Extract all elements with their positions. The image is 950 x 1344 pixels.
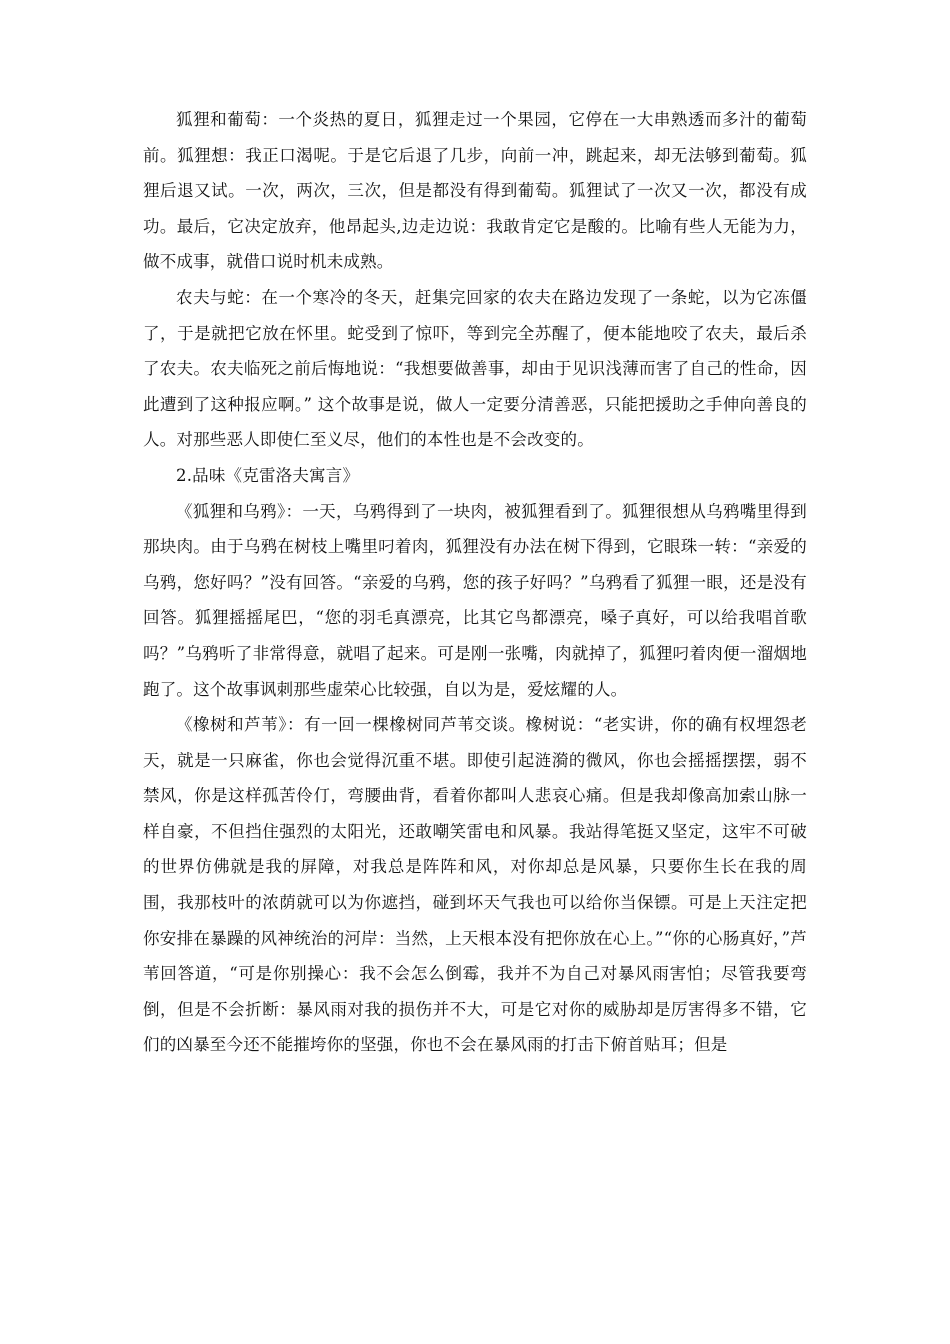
section-heading-krylov-fables: 2.品味《克雷洛夫寓言》: [176, 465, 360, 485]
paragraph-fox-and-crow: 《狐狸和乌鸦》：一天，乌鸦得到了一块肉，被狐狸看到了。狐狸很想从乌鸦嘴里得到那块肉。由于乌鸦在树枝上嘴里叼着肉，狐狸没有办法在树下得到，它眼珠一转：“亲爱的乌鸦，您好吗？”没有回答。“亲爱的乌鸦，您的孩子好吗？”乌鸦看了狐狸一眼，还是没有回答。狐狸摇摇尾巴，“您的羽毛真漂亮，比其它鸟都漂亮，嗓子真好，可以给我唱首歌吗？”乌鸦听了非常得意，就唱了起来。可是刚一张嘴，肉就掉了，狐狸叼着肉便一溜烟地跑了。这个故事讽刺那些虚荣心比较强，自以为是，爱炫耀的人。: [143, 501, 807, 699]
paragraph-farmer-and-snake: 农夫与蛇：在一个寒冷的冬天，赶集完回家的农夫在路边发现了一条蛇，以为它冻僵了，于是就把它放在怀里。蛇受到了惊吓，等到完全苏醒了，便本能地咬了农夫，最后杀了农夫。农夫临死之前后悔地说：“我想要做善事，却由于见识浅薄而害了自己的性命，因此遭到了这种报应啊。” 这个故事是说，做人一定要分清善恶，只能把援助之手伸向善良的人。对那些恶人即使仁至义尽，他们的本性也是不会改变的。: [143, 287, 807, 450]
paragraph-oak-and-reed: 《橡树和芦苇》：有一回一棵橡树同芦苇交谈。橡树说：“老实讲，你的确有权埋怨老天，就是一只麻雀，你也会觉得沉重不堪。即使引起涟漪的微风，你也会摇摇摆摆，弱不禁风，你是这样孤苦伶仃，弯腰曲背，看着你都叫人悲哀心痛。但是我却像高加索山脉一样自豪，不但挡住强烈的太阳光，还敢嘲笑雷电和风暴。我站得笔挺又坚定，这牢不可破的世界仿佛就是我的屏障，对我总是阵阵和风，对你却总是风暴，只要你生长在我的周围，我那枝叶的浓荫就可以为你遮挡，碰到坏天气我也可以给你当保镖。可是上天注定把你安排在暴躁的风神统治的河岸：当然，上天根本没有把你放在心上。”“你的心肠真好，”芦苇回答道，“可是你别操心：我不会怎么倒霉，我并不为自己对暴风雨害怕；尽管我要弯倒，但是不会折断：暴风雨对我的损伤并不大，可是它对你的威胁却是厉害得多不错，它们的凶暴至今还不能摧垮你的坚强，你也不会在暴风雨的打击下俯首贴耳；但是: [143, 715, 807, 1055]
document-page: [143, 102, 807, 1063]
paragraph-fox-and-grapes: 狐狸和葡萄：一个炎热的夏日，狐狸走过一个果园，它停在一大串熟透而多汁的葡萄前。狐狸想：我正口渴呢。于是它后退了几步，向前一冲，跳起来，却无法够到葡萄。狐狸后退又试。一次，两次，三次，但是都没有得到葡萄。狐狸试了一次又一次，都没有成功。最后，它决定放弃，他昂起头,边走边说：我敢肯定它是酸的。比喻有些人无能为力，做不成事，就借口说时机未成熟。: [143, 110, 807, 272]
